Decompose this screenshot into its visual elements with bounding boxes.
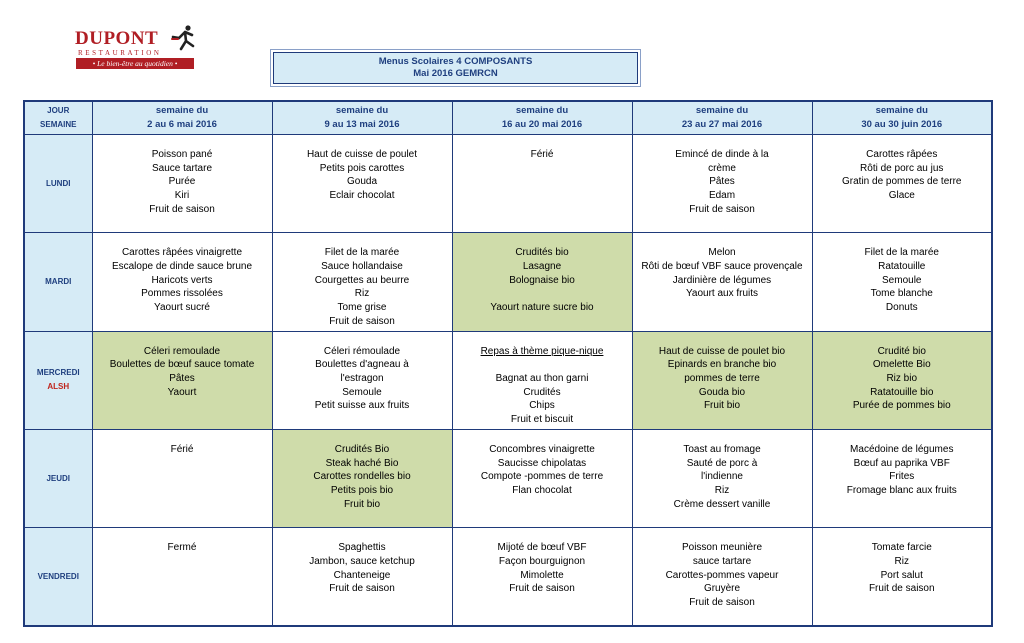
menu-item: Fruit de saison (329, 583, 395, 595)
menu-item: Férié (170, 443, 194, 455)
title-line-2: Mai 2016 GEMRCN (413, 68, 498, 79)
week-header-dates: 2 au 6 mai 2016 (147, 119, 217, 130)
menu-item: Filet de la marée (864, 247, 939, 259)
week-header-line1: semaine du (335, 105, 389, 116)
menu-item: Petit suisse aux fruits (314, 400, 410, 412)
menu-item: Petits pois carottes (319, 162, 405, 174)
menu-item: Escalope de dinde sauce brune (111, 261, 253, 272)
menu-item: Rôti de bœuf VBF sauce provençale (641, 261, 803, 272)
menu-item: Donuts (885, 302, 918, 314)
menu-cell (272, 528, 452, 626)
menu-table (23, 100, 993, 627)
logo-subtitle: RESTAURATION (78, 49, 162, 57)
menu-item: crème (708, 162, 736, 174)
menu-cell (812, 528, 992, 626)
menu-item: sauce tartare (692, 555, 752, 567)
menu-item: Rôti de porc au jus (860, 162, 944, 174)
menu-cell (92, 429, 272, 527)
menu-item (453, 358, 632, 372)
menu-item: Riz bio (886, 373, 918, 384)
day-name: VENDREDI (37, 571, 79, 581)
title-line-1: Menus Scolaires 4 COMPOSANTS (378, 56, 533, 67)
menu-cell (272, 331, 452, 429)
menu-cell (272, 135, 452, 233)
menu-cell (632, 528, 812, 626)
menu-item: Omelette Bio (872, 359, 931, 371)
menu-row-vendredi (24, 528, 992, 626)
menu-item: Fruit de saison (689, 203, 755, 215)
menu-item: Fruit bio (343, 498, 381, 510)
menu-item: Yaourt sucré (154, 302, 210, 314)
day-label-cell (24, 135, 92, 233)
day-name: JEUDI (46, 473, 71, 483)
menu-item: Sauté de porc à (686, 457, 758, 469)
menu-item: Céleri remoulade (143, 345, 221, 357)
menu-item: Petits pois bio (330, 485, 394, 496)
header-row (24, 101, 992, 135)
menu-item: Pommes rissolées (141, 288, 223, 300)
menu-item: Gratin de pommes de terre (842, 176, 962, 188)
menu-item: Purée (168, 176, 196, 188)
menu-cell (452, 233, 632, 331)
menu-item: Fruit de saison (689, 597, 755, 608)
menu-item: Steak haché Bio (325, 457, 399, 469)
week-header (272, 101, 452, 135)
menu-item: Ratatouille bio (870, 386, 934, 398)
corner-label-semaine: SEMAINE (40, 120, 77, 129)
menu-item: Semoule (882, 274, 922, 286)
menu-item: Crudités Bio (334, 443, 390, 455)
menu-item: Bagnat au thon garni (495, 372, 589, 384)
menu-item: Yaourt aux fruits (685, 288, 759, 300)
menu-item: Tome grise (337, 302, 387, 314)
day-label-cell (24, 429, 92, 527)
menu-title-box (273, 52, 638, 84)
menu-item: Macédoine de légumes (850, 443, 954, 455)
week-header (452, 101, 632, 135)
menu-item: Pâtes (709, 176, 735, 188)
menu-item: Carottes râpées (866, 149, 938, 160)
week-header-line1: semaine du (155, 105, 209, 116)
menu-item: Edam (708, 190, 736, 202)
menu-cell (452, 135, 632, 233)
menu-cell (812, 331, 992, 429)
menu-cell (632, 135, 812, 233)
menu-item: Crème dessert vanille (673, 498, 771, 510)
menu-item: Epinards en branche bio (667, 359, 777, 371)
menu-item: Sauce hollandaise (321, 261, 403, 272)
menu-cell (812, 135, 992, 233)
week-header-dates: 16 au 20 mai 2016 (501, 119, 583, 130)
menu-cell (452, 528, 632, 626)
menu-item: pommes de terre (684, 373, 760, 384)
menu-item: Spaghettis (338, 542, 386, 554)
menu-item: Gruyère (703, 583, 741, 595)
menu-cell (272, 429, 452, 527)
menu-row-lundi (24, 135, 992, 233)
menu-item: Sauce tartare (151, 162, 213, 174)
menu-item: Gouda bio (698, 386, 746, 398)
menu-item: Fermé (167, 542, 197, 554)
menu-item: Lasagne (522, 261, 562, 272)
menu-item: Mijoté de bœuf VBF (497, 542, 587, 554)
menu-cell (452, 331, 632, 429)
day-extra-label: ALSH (47, 382, 70, 392)
menu-item: Riz (894, 555, 909, 567)
menu-item: Frites (889, 471, 915, 483)
menu-item: Flan chocolat (512, 485, 572, 496)
logo-tagline: • Le bien-être au quotidien • (76, 58, 194, 69)
menu-cell (92, 233, 272, 331)
menu-item: Haut de cuisse de poulet (306, 149, 418, 160)
menu-item: Bœuf au paprika VBF (853, 457, 950, 469)
menu-item: Pâtes (169, 373, 195, 384)
menu-cell (452, 429, 632, 527)
menu-item: l'indienne (701, 471, 743, 483)
menu-cell (812, 429, 992, 527)
dupont-logo (72, 24, 197, 72)
day-label-cell (24, 528, 92, 626)
menu-item: Tome blanche (870, 288, 933, 300)
menu-item: Yaourt nature sucre bio (490, 302, 594, 314)
menu-item: l'estragon (340, 373, 384, 384)
menu-item: Haricots verts (151, 274, 213, 286)
menu-item: Compote -pommes de terre (480, 471, 604, 483)
menu-cell (92, 331, 272, 429)
menu-item: Chips (529, 400, 555, 412)
menu-item: Crudité bio (877, 345, 926, 357)
menu-cell-heading: Repas à thème pique-nique (480, 345, 604, 357)
menu-cell (632, 233, 812, 331)
menu-item: Crudités (523, 386, 561, 398)
menu-item: Yaourt (167, 386, 197, 398)
day-name: MERCREDI (36, 368, 80, 378)
menu-item: Port salut (880, 569, 923, 581)
day-name: LUNDI (46, 178, 71, 188)
menu-item: Céleri rémoulade (323, 345, 401, 357)
day-name: MARDI (45, 276, 72, 286)
menu-item: Melon (708, 247, 736, 259)
menu-item: Fruit bio (703, 400, 741, 412)
menu-item: Filet de la marée (324, 247, 400, 259)
week-header (812, 101, 992, 135)
menu-item: Emincé de dinde à la (675, 149, 769, 160)
menu-item: Carottes rondelles bio (313, 471, 411, 483)
menu-item: Haut de cuisse de poulet bio (658, 345, 786, 357)
menu-item: Fromage blanc aux fruits (846, 485, 957, 496)
corner-label-jour: JOUR (47, 106, 70, 115)
menu-item: Fruit de saison (868, 583, 935, 595)
menu-cell (632, 429, 812, 527)
header-corner (24, 101, 92, 135)
menu-item: Ratatouille (878, 261, 926, 272)
menu-item: Glace (888, 190, 915, 202)
menu-item: Façon bourguignon (498, 555, 586, 567)
week-header-dates: 9 au 13 mai 2016 (324, 119, 400, 130)
menu-item: Fruit de saison (149, 203, 215, 215)
menu-item: Toast au fromage (683, 443, 761, 455)
menu-item: Gouda (346, 176, 378, 188)
menu-item: Eclair chocolat (329, 190, 395, 202)
menu-item: Crudités bio (515, 247, 569, 259)
day-label-cell (24, 233, 92, 331)
menu-item: Poisson meunière (681, 542, 763, 554)
menu-cell (92, 528, 272, 626)
menu-item: Concombres vinaigrette (489, 443, 595, 455)
menu-row-mercredi (24, 331, 992, 429)
menu-item: Férié (530, 149, 554, 160)
menu-item: Saucisse chipolatas (497, 457, 587, 469)
menu-item: Poisson pané (151, 149, 213, 160)
menu-item: Carottes-pommes vapeur (665, 569, 779, 581)
menu-item: Jardinière de légumes (672, 274, 772, 286)
menu-item: Jambon, sauce ketchup (309, 555, 415, 567)
day-label-cell (24, 331, 92, 429)
running-figure-icon (169, 24, 197, 52)
week-header-dates: 30 au 30 juin 2016 (861, 119, 943, 130)
menu-item: Chanteneige (333, 569, 391, 581)
menu-item: Purée de pommes bio (852, 400, 951, 412)
menu-item: Fruit de saison (329, 315, 395, 327)
menu-item: Carottes râpées vinaigrette (121, 247, 243, 259)
menu-item: Bolognaise bio (509, 274, 575, 286)
logo-brand-name: DUPONT (75, 28, 159, 49)
menu-item: Boulettes de bœuf sauce tomate (109, 359, 255, 371)
menu-item: Fruit de saison (509, 583, 575, 595)
menu-cell (92, 135, 272, 233)
menu-item (453, 287, 632, 301)
menu-item: Courgettes au beurre (314, 274, 410, 286)
week-header-dates: 23 au 27 mai 2016 (681, 119, 763, 130)
menu-cell (632, 331, 812, 429)
week-header (632, 101, 812, 135)
menu-item: Tomate farcie (871, 542, 932, 554)
week-header-line1: semaine du (695, 105, 749, 116)
menu-item: Riz (714, 485, 730, 496)
week-header-line1: semaine du (515, 105, 569, 116)
week-header-line1: semaine du (875, 105, 928, 116)
menu-item: Kiri (174, 190, 190, 202)
week-header (92, 101, 272, 135)
menu-cell (812, 233, 992, 331)
menu-cell (272, 233, 452, 331)
menu-row-jeudi (24, 429, 992, 527)
menu-item: Mimolette (520, 569, 564, 581)
menu-row-mardi (24, 233, 992, 331)
menu-item: Riz (354, 288, 370, 300)
menu-item: Semoule (342, 386, 382, 398)
menu-item: Fruit et biscuit (510, 414, 574, 426)
menu-item: Boulettes d'agneau à (315, 359, 409, 371)
